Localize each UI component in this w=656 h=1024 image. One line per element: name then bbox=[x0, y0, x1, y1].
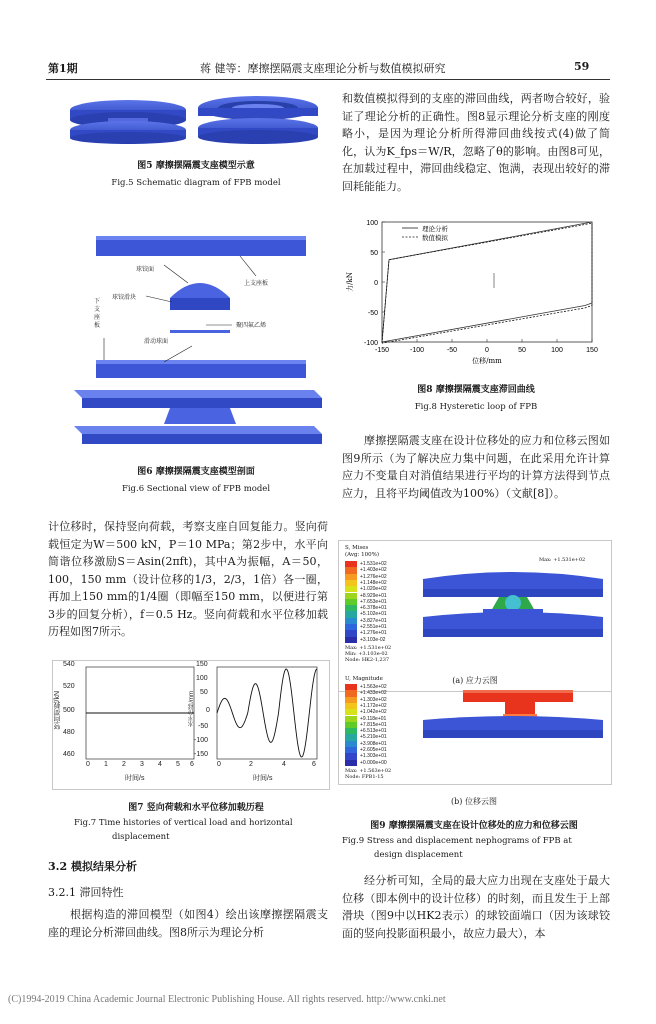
x-tick-label: 150 bbox=[586, 347, 598, 354]
x-tick-label: -100 bbox=[409, 347, 425, 354]
fig7-right-ytick: -150 bbox=[194, 751, 209, 758]
x-tick-label: 100 bbox=[551, 347, 563, 354]
x-axis-label: 位移/mm bbox=[472, 357, 502, 365]
fig9a-subcaption: (a) 应力云图 bbox=[452, 676, 498, 685]
issue-number: 第1期 bbox=[48, 62, 78, 75]
legend-value: +3.827e+01 bbox=[360, 617, 387, 624]
fig7-caption-en-2: displacement bbox=[112, 832, 170, 842]
fig7-right-xtick: 0 bbox=[217, 761, 221, 768]
legend-value: +2.605e+01 bbox=[360, 747, 387, 753]
fig7-left-xtick: 6 bbox=[190, 761, 194, 768]
right-text-block-2: 摩擦摆隔震支座在设计位移处的应力和位移云图如图9所示（为了解决应力集中问题，在此采用允许计算应力不变量自对消值结果进行平均的计算方法得到节点应力，且将平均阈值改为100%）（文献[8]）。 bbox=[342, 434, 610, 500]
fig9b-legend-title: U, Magnitude bbox=[345, 676, 383, 682]
x-tick-label: -50 bbox=[446, 347, 458, 354]
fig7-right-xtick: 6 bbox=[312, 761, 316, 768]
fig6-caption-en: Fig.6 Sectional view of FPB model bbox=[121, 484, 271, 494]
legend-value: +1.531e+02 bbox=[360, 561, 387, 567]
fig7-left-xtick: 4 bbox=[158, 761, 162, 768]
legend-value: +0.000e+00 bbox=[360, 759, 387, 766]
series-line bbox=[382, 222, 592, 342]
running-title: 蒋 健等：摩擦摆隔震支座理论分析与数值模拟研究 bbox=[200, 62, 446, 75]
fig9-caption-en-2: design displacement bbox=[374, 850, 463, 860]
y-tick-label: 0 bbox=[374, 280, 378, 287]
legend-value: +1.403e+02 bbox=[360, 567, 387, 574]
fig7-left-ytick: 520 bbox=[63, 683, 75, 690]
fig9a-node: Node: HK2-1,237 bbox=[345, 657, 390, 663]
legend-value: +2.551e+01 bbox=[360, 624, 387, 630]
legend-label: 理论分析 bbox=[422, 225, 448, 233]
legend-value: +1.172e+02 bbox=[360, 702, 387, 709]
legend-value: +7.815e+01 bbox=[360, 721, 387, 728]
fig9a-legend-subtitle: (Avg: 100%) bbox=[345, 552, 379, 558]
legend-value: +3.103e-02 bbox=[360, 636, 386, 643]
legend-label: 数值模拟 bbox=[422, 234, 448, 242]
fig7-left-xtick: 0 bbox=[86, 761, 90, 768]
left-text-block-2: 根据构造的滞回模型（如图4）绘出该摩擦摆隔震支座的理论分析滞回曲线。图8所示为理论分析 bbox=[48, 908, 328, 939]
fig9b-panel bbox=[338, 672, 612, 785]
legend-value: +1.563e+02 bbox=[360, 684, 387, 690]
legend-value: +3.908e+01 bbox=[360, 740, 387, 747]
legend-value: +1.276e+02 bbox=[360, 573, 387, 580]
fig9a-legend-title: S, Mises bbox=[345, 545, 369, 551]
fig7-panel bbox=[52, 660, 330, 790]
legend-value: +6.378e+01 bbox=[360, 605, 387, 612]
fig7-right-ytick: 50 bbox=[200, 689, 208, 696]
legend-color-swatch bbox=[345, 760, 357, 766]
fig7-left-xlabel: 时间/s bbox=[125, 775, 145, 782]
fig7-right-ylabel: 水平位移/mm bbox=[189, 691, 195, 727]
fig6-label-ball-slider: 球铰滑块 bbox=[112, 294, 137, 301]
fig7-right-ytick: 100 bbox=[196, 675, 208, 682]
fig9-caption-en-1: Fig.9 Stress and displacement nephograms of FPB at bbox=[342, 836, 572, 846]
fig5-caption-en: Fig.5 Schematic diagram of FPB model bbox=[111, 178, 281, 188]
y-tick-label: -100 bbox=[363, 340, 378, 347]
fig9b-subcaption: (b) 位移云图 bbox=[451, 797, 497, 806]
fig9b-node: Node: FPB1-15 bbox=[345, 774, 384, 780]
right-text-block-1: 和数值模拟得到的支座的滞回曲线，两者吻合较好，验证了理论分析的正确性。图8显示理论分析支座的刚度略小，是因为理论分析所得滞回曲线按式(4)做了简化，认为K_fps＝W/R，忽略了θ的影响。由图8可见，在加载过程中，滞回曲线稳定、饱满，表现出较好的滞回耗能能力。 bbox=[342, 92, 610, 193]
plot-frame bbox=[382, 222, 592, 342]
fig9a-min: Min: +3.103e-02 bbox=[345, 651, 388, 657]
right-text-block-3: 经分析可知，全局的最大应力出现在支座处于最大位移（即本例中的设计位移）的时刻，而且发生于上部滑块（图9中以HK2表示）的球铰面端口（因为该球铰面的竖向投影面积最小，故应力最大），本 bbox=[342, 874, 610, 940]
y-tick-label: -50 bbox=[367, 310, 378, 317]
fig6-label-ball-face: 球铰面 bbox=[136, 266, 155, 273]
fig7-left-xtick: 3 bbox=[140, 761, 144, 768]
fig6-label-ptfe: 聚四氟乙烯 bbox=[236, 322, 267, 329]
legend-row bbox=[345, 760, 387, 766]
fig7-left-ylabel: 竖向荷载/kN bbox=[54, 691, 61, 730]
x-tick-label: 50 bbox=[518, 347, 526, 354]
legend-value: +7.653e+01 bbox=[360, 598, 387, 605]
fig7-left-xtick: 5 bbox=[176, 761, 180, 768]
fig7-right-ytick: 0 bbox=[206, 707, 210, 714]
page-number: 59 bbox=[574, 60, 590, 73]
fig7-right-xtick: 4 bbox=[282, 761, 286, 768]
hysteresis-chart-svg bbox=[342, 212, 610, 372]
fig8-caption-zh: 图8 摩擦摆隔震支座滞回曲线 bbox=[417, 385, 535, 395]
fig7-left-xtick: 2 bbox=[122, 761, 126, 768]
fig6-caption-zh: 图6 摩擦摆隔震支座模型剖面 bbox=[137, 467, 255, 477]
fig9-caption-zh: 图9 摩擦摆隔震支座在设计位移处的应力和位移云图 bbox=[370, 821, 578, 831]
fig6-label-upper-plate: 上支座板 bbox=[244, 280, 269, 287]
fig7-left-xtick: 1 bbox=[104, 761, 108, 768]
fig7-right-ytick: -100 bbox=[194, 737, 209, 744]
legend-value: +8.929e+01 bbox=[360, 592, 387, 599]
legend-value: +1.042e+02 bbox=[360, 709, 387, 716]
left-text-block: 计位移时，保持竖向荷载，考察支座自回复能力。竖向荷载恒定为W＝500 kN，P＝10 MPa；第2步中，水平向简谐位移激励S＝Asin(2πft)，其中A为振幅，A＝50，100，150 mm（设计位移的1/3，2/3，1倍）各一圈，再加上150 mm的1/4圈（即幅至150 mm，以便进行第3步的回复分析），f＝0.5 Hz。竖向荷载和水平位移加载历程如图7所示。 bbox=[48, 520, 328, 638]
legend-value: +5.102e+01 bbox=[360, 611, 387, 618]
header-rule bbox=[46, 79, 610, 80]
fig9a-max: Max: +1.531e+02 bbox=[345, 645, 392, 651]
fig9a-panel bbox=[338, 540, 612, 692]
legend-value: +9.118e+01 bbox=[360, 715, 387, 722]
fig8-chart bbox=[342, 212, 610, 372]
x-tick-label: -150 bbox=[374, 347, 390, 354]
fig6-label-lower-plate: 下支座板 bbox=[94, 298, 101, 329]
fig5-image bbox=[68, 92, 323, 148]
fig6-label-sliding-sphere: 滑动球面 bbox=[144, 338, 169, 345]
legend-value: +5.210e+01 bbox=[360, 734, 387, 741]
legend-value: +1.148e+02 bbox=[360, 579, 387, 586]
fig7-left-ytick: 500 bbox=[63, 707, 75, 714]
legend-value: +1.276e+01 bbox=[360, 630, 387, 637]
fig7-caption-zh: 图7 竖向荷载和水平位移加载历程 bbox=[128, 803, 264, 813]
fig6-image bbox=[60, 228, 335, 450]
fig9a-max-tag: Max: +1.531e+02 bbox=[539, 557, 586, 563]
fig8-caption-en: Fig.8 Hysteretic loop of FPB bbox=[414, 402, 538, 412]
section-3-2-1-heading: 3.2.1 滞回特性 bbox=[48, 886, 124, 899]
legend-color-swatch bbox=[345, 637, 357, 643]
legend-value: +6.513e+01 bbox=[360, 728, 387, 735]
y-axis-label: 力/kN bbox=[346, 272, 354, 292]
fig7-right-xtick: 2 bbox=[249, 761, 253, 768]
legend-row bbox=[345, 637, 385, 643]
legend-value: +1.303e+01 bbox=[360, 753, 387, 760]
fig9b-max: Max: +1.563e+02 bbox=[345, 768, 392, 774]
y-tick-label: 50 bbox=[370, 250, 378, 257]
y-tick-label: 100 bbox=[366, 220, 378, 227]
fig7-left-ytick: 460 bbox=[63, 751, 75, 758]
section-3-2-heading: 3.2 模拟结果分析 bbox=[48, 860, 137, 873]
fig7-left-ytick: 480 bbox=[63, 729, 75, 736]
legend-value: +1.020e+02 bbox=[360, 586, 387, 593]
legend-value: +1.433e+02 bbox=[360, 690, 387, 697]
x-tick-label: 0 bbox=[485, 347, 489, 354]
footer-copyright: (C)1994-2019 China Academic Journal Electronic Publishing House. All rights reserved. http://www.cnki.net bbox=[8, 994, 446, 1005]
fig7-caption-en-1: Fig.7 Time histories of vertical load and horizontal bbox=[74, 818, 293, 828]
fig7-left-ytick: 540 bbox=[63, 661, 75, 668]
fig7-right-xlabel: 时间/s bbox=[253, 775, 273, 782]
fig7-right-ytick: 150 bbox=[196, 661, 208, 668]
legend-value: +1.303e+02 bbox=[360, 696, 387, 703]
fig5-caption-zh: 图5 摩擦摆隔震支座模型示意 bbox=[137, 161, 255, 171]
fig7-right-ytick: -50 bbox=[198, 723, 209, 730]
